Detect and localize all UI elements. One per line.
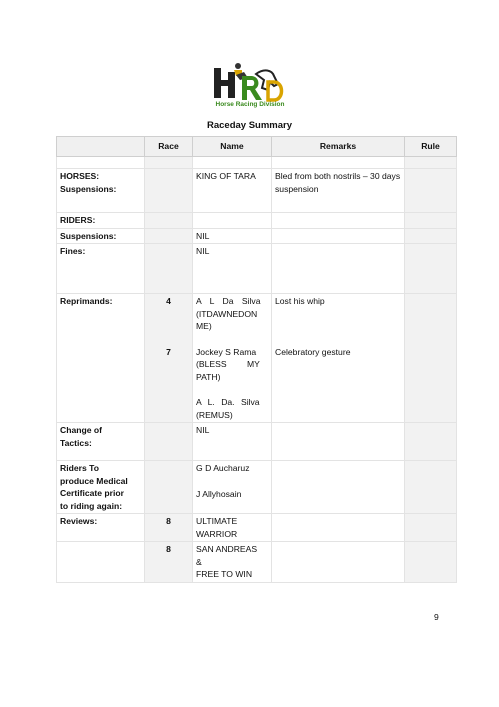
table-row-fines <box>57 244 457 294</box>
rider-suspensions-label: Suspensions: <box>57 228 145 244</box>
table-row-gap <box>57 157 457 169</box>
table-row-reviews-1 <box>57 514 457 542</box>
header-name: Name <box>193 137 272 157</box>
table-row-riders <box>57 213 457 229</box>
table-header-row <box>57 137 457 157</box>
page-title: Raceday Summary <box>206 120 293 131</box>
table-row-rider-suspensions <box>57 228 457 244</box>
change-of-tactics-label: Change of Tactics: <box>57 423 145 461</box>
reprimands-names: A L Da Silva (ITDAWNEDON ME) Jockey S Rama (BLESS MY PATH) A L. Da. Silva (REMUS) <box>193 294 272 423</box>
reviews-name-1: ULTIMATE WARRIOR <box>193 514 272 542</box>
table-row-change-of-tactics <box>57 423 457 461</box>
page-number: 9 <box>434 612 439 622</box>
rider-suspensions-name: NIL <box>193 228 272 244</box>
table-row-horses <box>57 169 457 213</box>
change-of-tactics-name: NIL <box>193 423 272 461</box>
header-blank <box>57 137 145 157</box>
table-row-reviews-2 <box>57 542 457 583</box>
horses-label: HORSES: Suspensions: <box>57 169 145 213</box>
fines-label: Fines: <box>57 244 145 294</box>
table-row-medical <box>57 461 457 514</box>
table-row-reprimands <box>57 294 457 423</box>
medical-label: Riders To produce Medical Certificate prior to riding again: <box>57 461 145 514</box>
logo-caption: Horse Racing Division <box>215 101 285 108</box>
reviews-name-2: SAN ANDREAS & FREE TO WIN <box>193 542 272 583</box>
raceday-summary-table <box>56 136 457 583</box>
horses-remark: Bled from both nostrils – 30 days suspension <box>272 169 405 213</box>
reprimands-race: 4 7 <box>145 294 193 423</box>
reprimands-label: Reprimands: <box>57 294 145 423</box>
reviews-race-1: 8 <box>145 514 193 542</box>
header-rule: Rule <box>405 137 457 157</box>
fines-name: NIL <box>193 244 272 294</box>
reprimands-remarks: Lost his whip Celebratory gesture <box>272 294 405 423</box>
riders-label: RIDERS: <box>57 213 145 229</box>
header-race: Race <box>145 137 193 157</box>
medical-names: G D Aucharuz J Allyhosain <box>193 461 272 514</box>
horses-name: KING OF TARA <box>193 169 272 213</box>
reviews-label: Reviews: <box>57 514 145 542</box>
header-remarks: Remarks <box>272 137 405 157</box>
reviews-race-2: 8 <box>145 542 193 583</box>
